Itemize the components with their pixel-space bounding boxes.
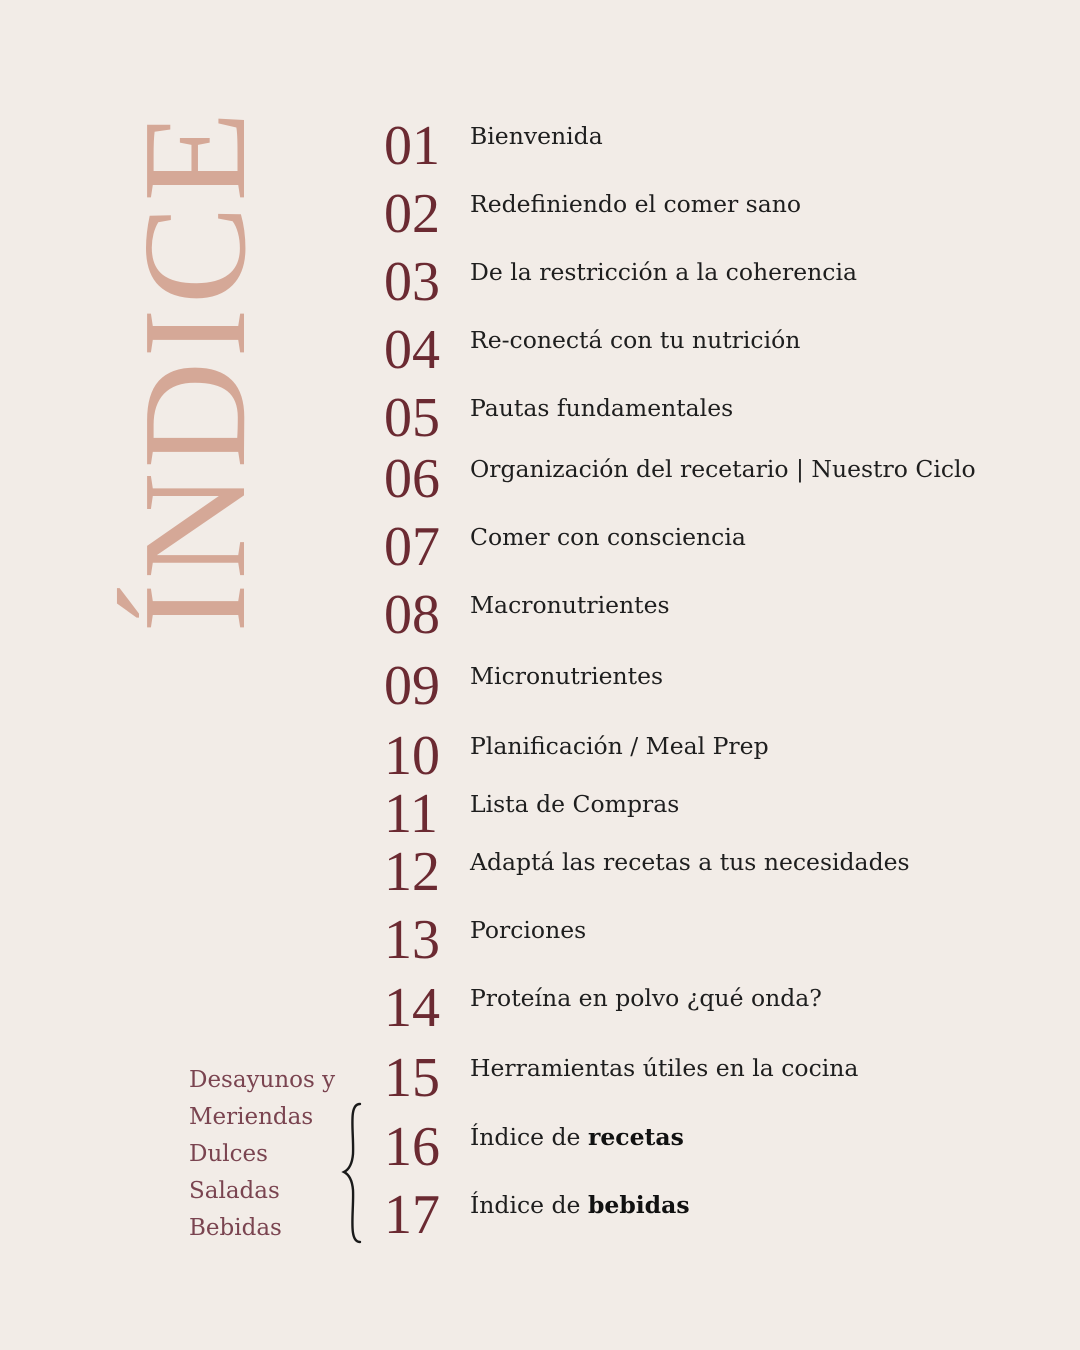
category-item: Saladas	[189, 1178, 280, 1204]
toc-label: Redefiniendo el comer sano	[470, 190, 802, 218]
toc-label: Herramientas útiles en la cocina	[470, 1054, 859, 1082]
category-item: Meriendas	[189, 1104, 314, 1130]
toc-label: Bienvenida	[470, 122, 603, 150]
toc-entry-15[interactable]	[384, 1048, 1044, 1108]
toc-number: 01	[384, 115, 440, 177]
toc-entry-16[interactable]	[384, 1117, 1044, 1177]
toc-label: Porciones	[470, 916, 587, 944]
toc-number: 06	[384, 448, 440, 510]
toc-number: 05	[384, 387, 440, 449]
page-title: ÍNDICE	[113, 107, 277, 633]
category-item: Desayunos y	[189, 1067, 336, 1093]
toc-number: 15	[384, 1047, 440, 1109]
toc-label: Macronutrientes	[470, 591, 670, 619]
toc-number: 02	[384, 183, 440, 245]
toc-label: Proteína en polvo ¿qué onda?	[470, 984, 822, 1012]
toc-label-text: Índice de	[470, 1123, 588, 1151]
toc-label-bold: bebidas	[587, 1191, 690, 1219]
toc-entry-17[interactable]	[384, 1185, 1044, 1245]
toc-entry-14[interactable]	[384, 978, 1044, 1038]
toc-entry-02[interactable]	[384, 184, 1044, 244]
toc-number: 17	[384, 1184, 440, 1246]
toc-entry-12[interactable]	[384, 842, 1044, 902]
toc-label-text: Índice de	[470, 1191, 588, 1219]
category-item: Dulces	[189, 1141, 268, 1167]
toc-number: 12	[384, 841, 440, 903]
toc-entry-03[interactable]	[384, 252, 1044, 312]
toc-label: Re-conectá con tu nutrición	[470, 326, 801, 354]
toc-number: 09	[384, 655, 440, 717]
toc-entry-05[interactable]	[384, 388, 1044, 448]
toc-number: 10	[384, 725, 440, 787]
toc-number: 14	[384, 977, 440, 1039]
toc-number: 08	[384, 584, 440, 646]
toc-label	[470, 1123, 684, 1151]
toc-entry-11[interactable]	[384, 784, 1044, 844]
toc-label: Planificación / Meal Prep	[470, 732, 769, 760]
toc-entry-13[interactable]	[384, 910, 1044, 970]
toc-number: 04	[384, 319, 440, 381]
toc-entry-06[interactable]	[384, 449, 1044, 509]
toc-number: 03	[384, 251, 440, 313]
toc-label: Lista de Compras	[470, 790, 680, 818]
toc-number: 16	[384, 1116, 440, 1178]
toc-label: De la restricción a la coherencia	[470, 258, 857, 286]
toc-label	[470, 1191, 690, 1219]
toc-entry-04[interactable]	[384, 320, 1044, 380]
curly-brace-icon	[340, 1102, 370, 1244]
toc-label: Micronutrientes	[470, 662, 664, 690]
toc-entry-07[interactable]	[384, 517, 1044, 577]
toc-entry-10[interactable]	[384, 726, 1044, 786]
toc-number: 13	[384, 909, 440, 971]
toc-label: Adaptá las recetas a tus necesidades	[470, 848, 910, 876]
toc-entry-08[interactable]	[384, 585, 1044, 645]
toc-label: Organización del recetario | Nuestro Ciclo	[470, 455, 976, 483]
toc-entry-01[interactable]	[384, 116, 1044, 176]
toc-number: 11	[384, 783, 438, 845]
recipe-categories	[189, 1062, 335, 1247]
toc-entry-09[interactable]	[384, 656, 1044, 716]
toc-label-bold: recetas	[587, 1123, 684, 1151]
toc-number: 07	[384, 516, 440, 578]
toc-label: Comer con consciencia	[470, 523, 746, 551]
toc-label: Pautas fundamentales	[470, 394, 734, 422]
category-item: Bebidas	[189, 1215, 282, 1241]
